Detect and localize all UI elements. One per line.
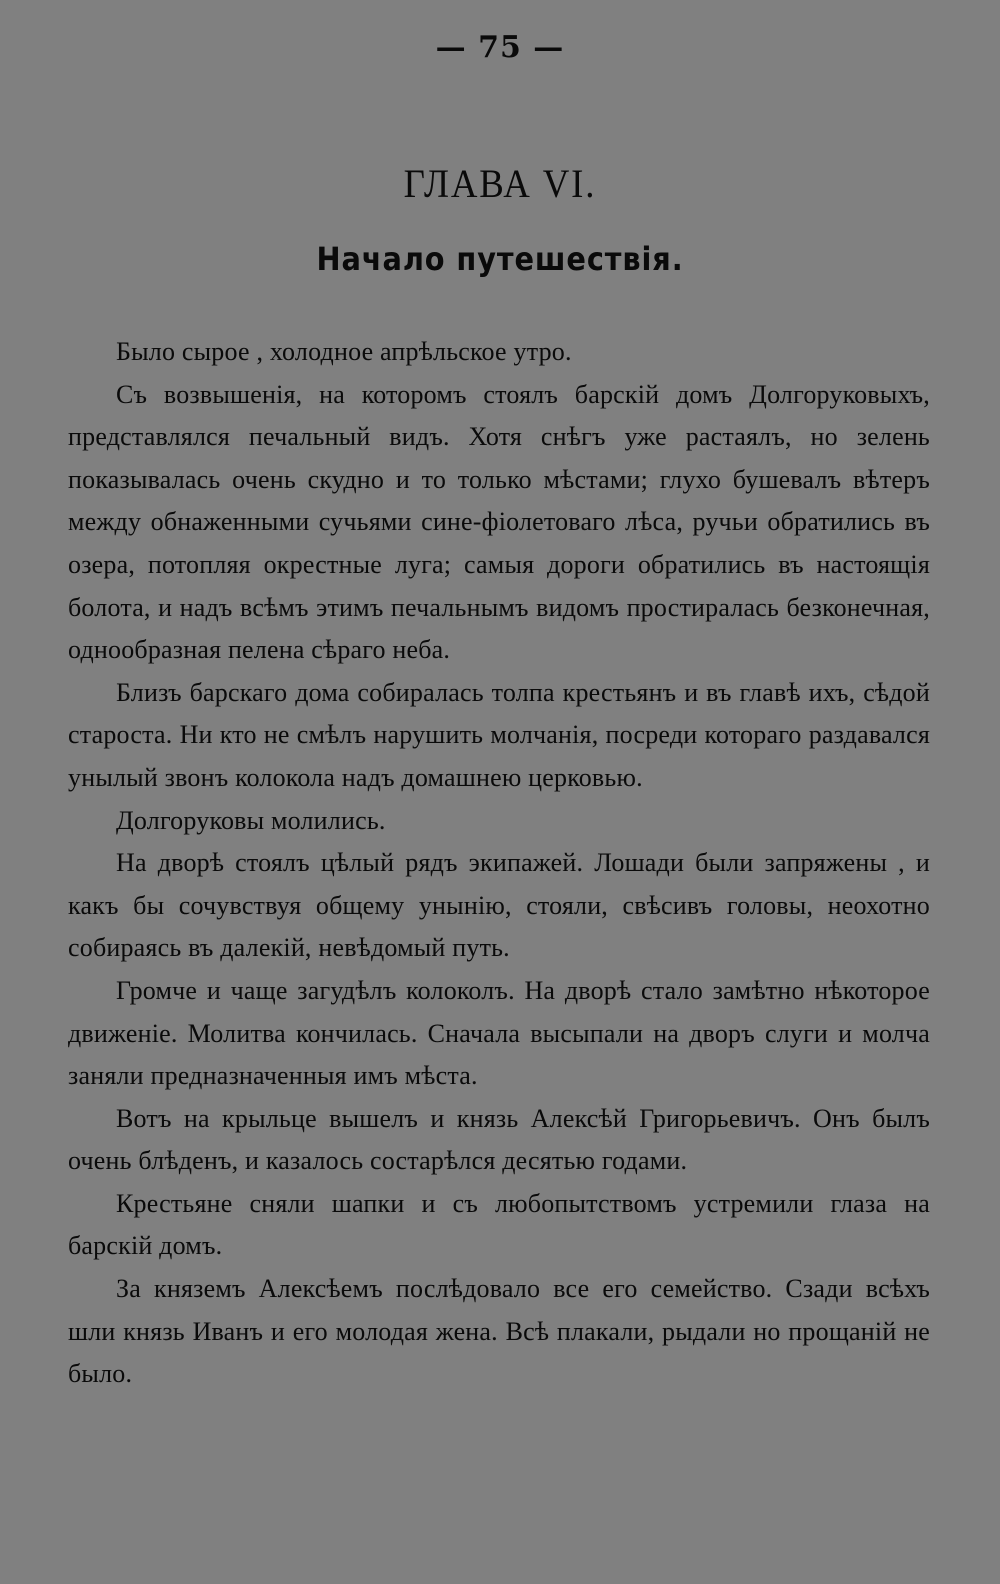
paragraph: Вотъ на крыльце вышелъ и князь Алексѣй Григорьевичъ. Онъ былъ очень блѣденъ, и казалось состарѣлся десятью годами. bbox=[68, 1103, 930, 1176]
chapter-title: ГЛАВА VI. bbox=[403, 161, 597, 206]
paragraph: Съ возвышенія, на которомъ стоялъ барскій домъ Долгоруковыхъ, представлялся печальный видъ. Хотя снѣгъ уже растаялъ, но зелень показывалась очень скудно и то только мѣстами; глухо бушевалъ вѣтеръ между обнаженными сучьями сине-фіолетоваго лѣса, ручьи обратились въ озера, потопляя окрестные луга; самыя дороги обратились въ настоящія болота, и надъ всѣмъ этимъ печальнымъ видомъ простиралась безконечная, однообразная пелена сѣраго неба. bbox=[68, 379, 930, 665]
page-number: — 75 — bbox=[435, 30, 565, 65]
chapter-subtitle: Начало путешествія. bbox=[316, 240, 684, 278]
paragraph: За княземъ Алексѣемъ послѣдовало все его семейство. Сзади всѣхъ шли князь Иванъ и его молодая жена. Всѣ плакали, рыдали но прощаній не было. bbox=[68, 1274, 930, 1389]
body-text bbox=[68, 331, 930, 1396]
paragraph: Долгоруковы молились. bbox=[116, 805, 386, 835]
paragraph: Близъ барскаго дома собиралась толпа крестьянъ и въ главѣ ихъ, сѣдой староста. Ни кто не смѣлъ нарушить молчанія, посреди котораго раздавался унылый звонъ колокола надъ домашнею церковью. bbox=[68, 677, 930, 792]
paragraph: На дворѣ стоялъ цѣлый рядъ экипажей. Лошади были запряжены , и какъ бы сочувствуя общему унынію, стояли, свѣсивъ головы, неохотно собираясь въ далекій, невѣдомый путь. bbox=[68, 848, 930, 963]
paragraph: Громче и чаще загудѣлъ колоколъ. На дворѣ стало замѣтно нѣкоторое движеніе. Молитва кончилась. Сначала высыпали на дворъ слуги и молча заняли предназначенныя имъ мѣста. bbox=[68, 975, 930, 1091]
paragraph: Крестьяне сняли шапки и съ любопытствомъ устремили глаза на барскій домъ. bbox=[68, 1188, 930, 1261]
paragraph: Было сырое , холодное апрѣльское утро. bbox=[116, 337, 572, 366]
